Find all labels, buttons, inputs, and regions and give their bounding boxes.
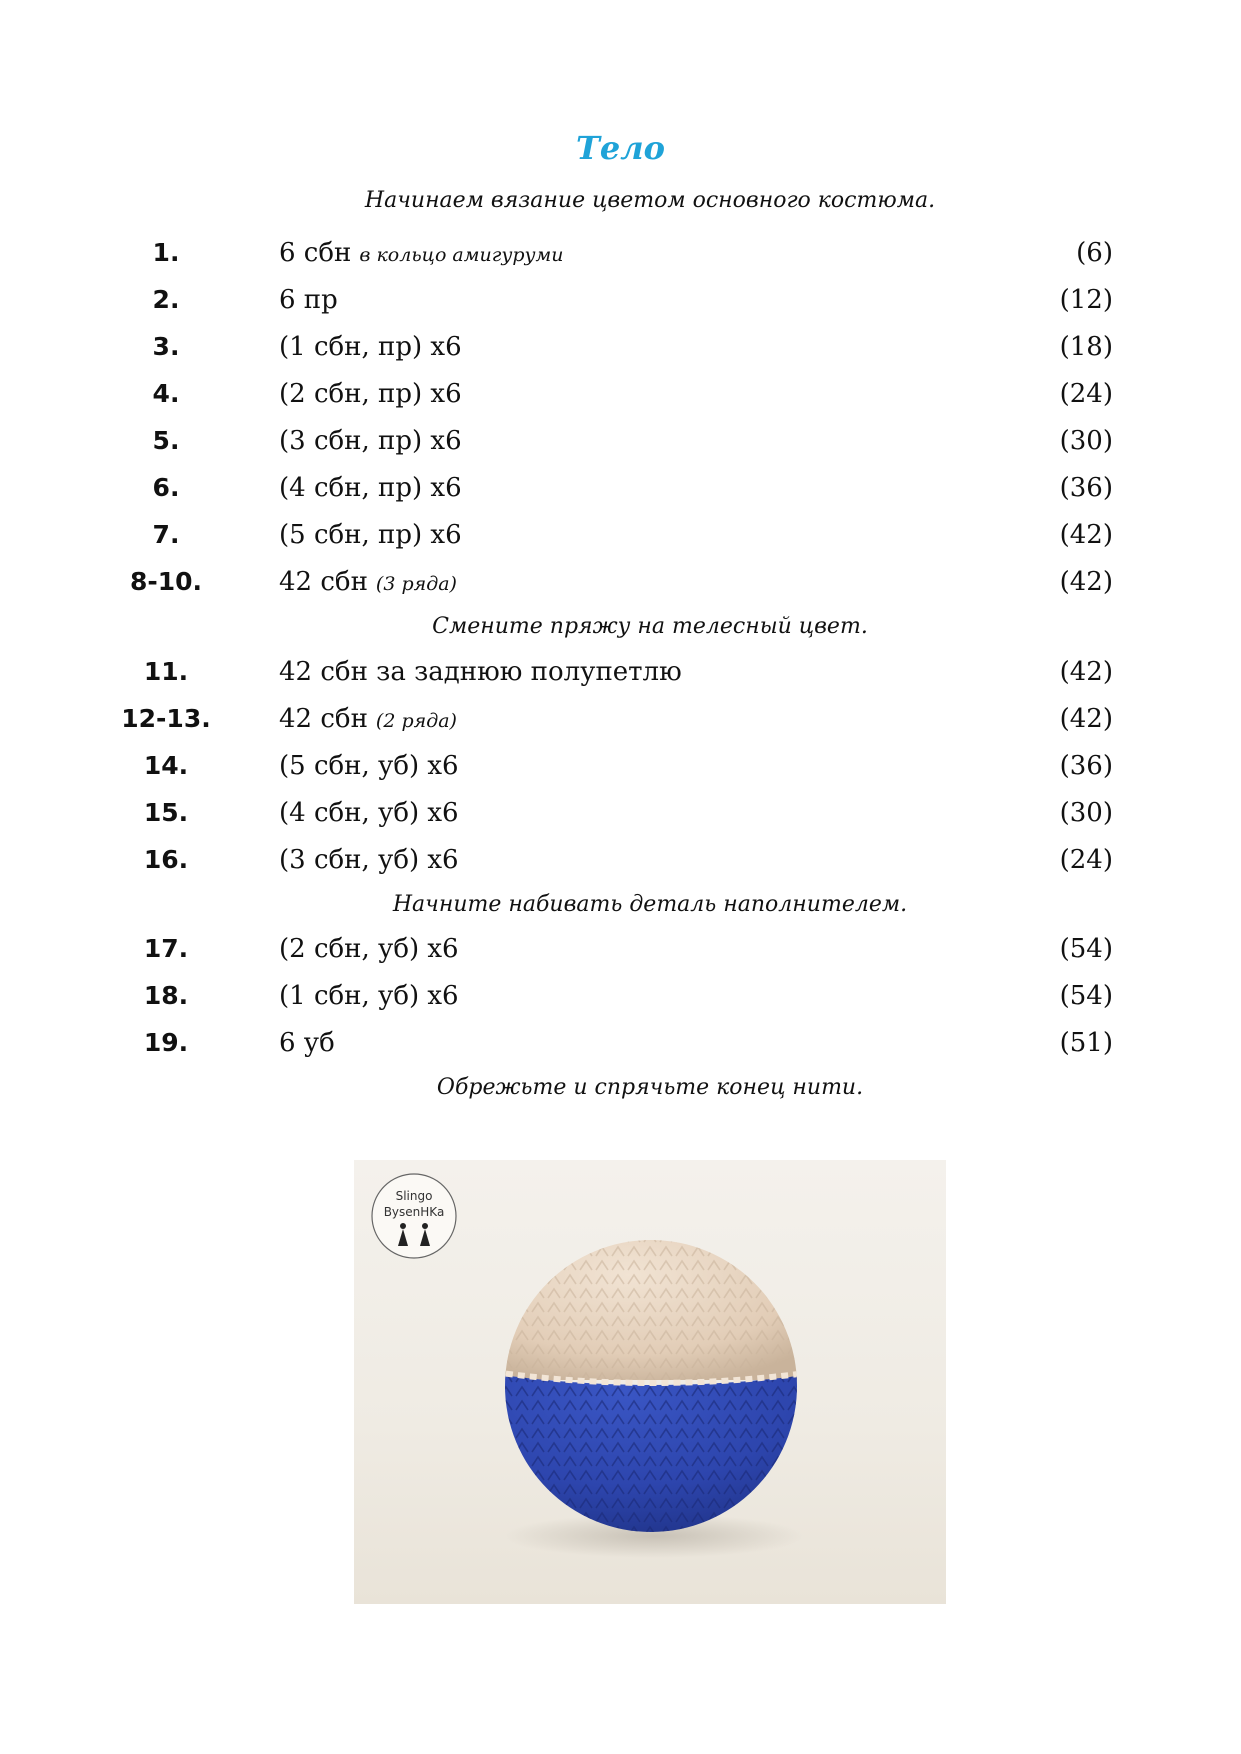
row-number: 8-10.	[129, 567, 203, 596]
stitch-count: (42)	[1059, 657, 1113, 687]
stitch-count: (54)	[1059, 981, 1113, 1011]
row-number: 11.	[143, 657, 189, 686]
stitch-count: (42)	[1059, 567, 1113, 597]
pattern-row	[0, 1023, 1241, 1063]
row-number: 2.	[152, 285, 180, 314]
stitch-count: (6)	[1076, 238, 1113, 268]
row-number: 7.	[152, 520, 180, 549]
row-number: 4.	[152, 379, 180, 408]
row-instruction: 42 сбн (3 ряда)	[279, 567, 457, 597]
stitch-count: (42)	[1059, 520, 1113, 550]
row-instruction: 42 сбн (2 ряда)	[279, 704, 457, 734]
row-instruction: (2 сбн, уб) х6	[279, 934, 459, 964]
row-instruction: (3 сбн, пр) х6	[279, 426, 462, 456]
row-instruction: 42 сбн за заднюю полупетлю	[279, 657, 682, 687]
stitch-count: (36)	[1059, 751, 1113, 781]
row-instruction-note: (3 ряда)	[375, 573, 457, 595]
stitch-count: (18)	[1059, 332, 1113, 362]
row-number: 12-13.	[121, 704, 211, 733]
pattern-row	[0, 421, 1241, 461]
row-instruction: (3 сбн, уб) х6	[279, 845, 459, 875]
page-title: Тело	[576, 129, 665, 167]
stitch-count: (12)	[1059, 285, 1113, 315]
pattern-row	[0, 929, 1241, 969]
stitch-count: (30)	[1059, 798, 1113, 828]
stitch-count: (54)	[1059, 934, 1113, 964]
row-number: 18.	[143, 981, 189, 1010]
row-number: 14.	[143, 751, 189, 780]
pattern-row	[0, 840, 1241, 880]
pattern-row	[0, 699, 1241, 739]
stitch-count: (24)	[1059, 845, 1113, 875]
row-instruction: (5 сбн, пр) х6	[279, 520, 462, 550]
row-number: 15.	[143, 798, 189, 827]
row-instruction: (5 сбн, уб) х6	[279, 751, 459, 781]
row-instruction-note: (2 ряда)	[375, 710, 457, 732]
row-number: 1.	[152, 238, 180, 267]
pattern-row	[0, 652, 1241, 692]
note-stuff: Начните набивать деталь наполнителем.	[392, 892, 908, 917]
pattern-row	[0, 976, 1241, 1016]
row-instruction: (4 сбн, уб) х6	[279, 798, 459, 828]
pattern-row	[0, 280, 1241, 320]
logo-text-line1: Slingo	[395, 1189, 433, 1203]
row-number: 17.	[143, 934, 189, 963]
crochet-ball-photo	[354, 1160, 946, 1604]
stitch-count: (51)	[1059, 1028, 1113, 1058]
stitch-count: (24)	[1059, 379, 1113, 409]
stitch-count: (30)	[1059, 426, 1113, 456]
note-change-yarn: Смените пряжу на телесный цвет.	[432, 614, 868, 639]
row-number: 16.	[143, 845, 189, 874]
row-number: 3.	[152, 332, 180, 361]
row-instruction: (1 сбн, пр) х6	[279, 332, 462, 362]
watermark-logo	[372, 1174, 456, 1258]
pattern-row	[0, 374, 1241, 414]
row-number: 19.	[143, 1028, 189, 1057]
logo-text-line2: BysenHKa	[383, 1205, 445, 1219]
pattern-row	[0, 515, 1241, 555]
crochet-ball	[494, 1230, 814, 1550]
row-instruction: (2 сбн, пр) х6	[279, 379, 462, 409]
note-finish: Обрежьте и спрячьте конец нити.	[436, 1075, 864, 1100]
row-instruction: 6 сбн в кольцо амигуруми	[279, 238, 564, 268]
row-instruction: 6 пр	[279, 285, 338, 315]
row-number: 6.	[152, 473, 180, 502]
row-number: 5.	[152, 426, 180, 455]
pattern-row	[0, 468, 1241, 508]
pattern-row	[0, 233, 1241, 273]
stitch-count: (42)	[1059, 704, 1113, 734]
row-instruction: 6 уб	[279, 1028, 335, 1058]
row-instruction-note: в кольцо амигуруми	[359, 244, 564, 266]
intro-note: Начинаем вязание цветом основного костюма.	[364, 188, 936, 213]
pattern-row	[0, 793, 1241, 833]
pattern-row	[0, 746, 1241, 786]
pattern-row	[0, 327, 1241, 367]
stitch-count: (36)	[1059, 473, 1113, 503]
row-instruction: (1 сбн, уб) х6	[279, 981, 459, 1011]
pattern-row	[0, 562, 1241, 602]
row-instruction: (4 сбн, пр) х6	[279, 473, 462, 503]
